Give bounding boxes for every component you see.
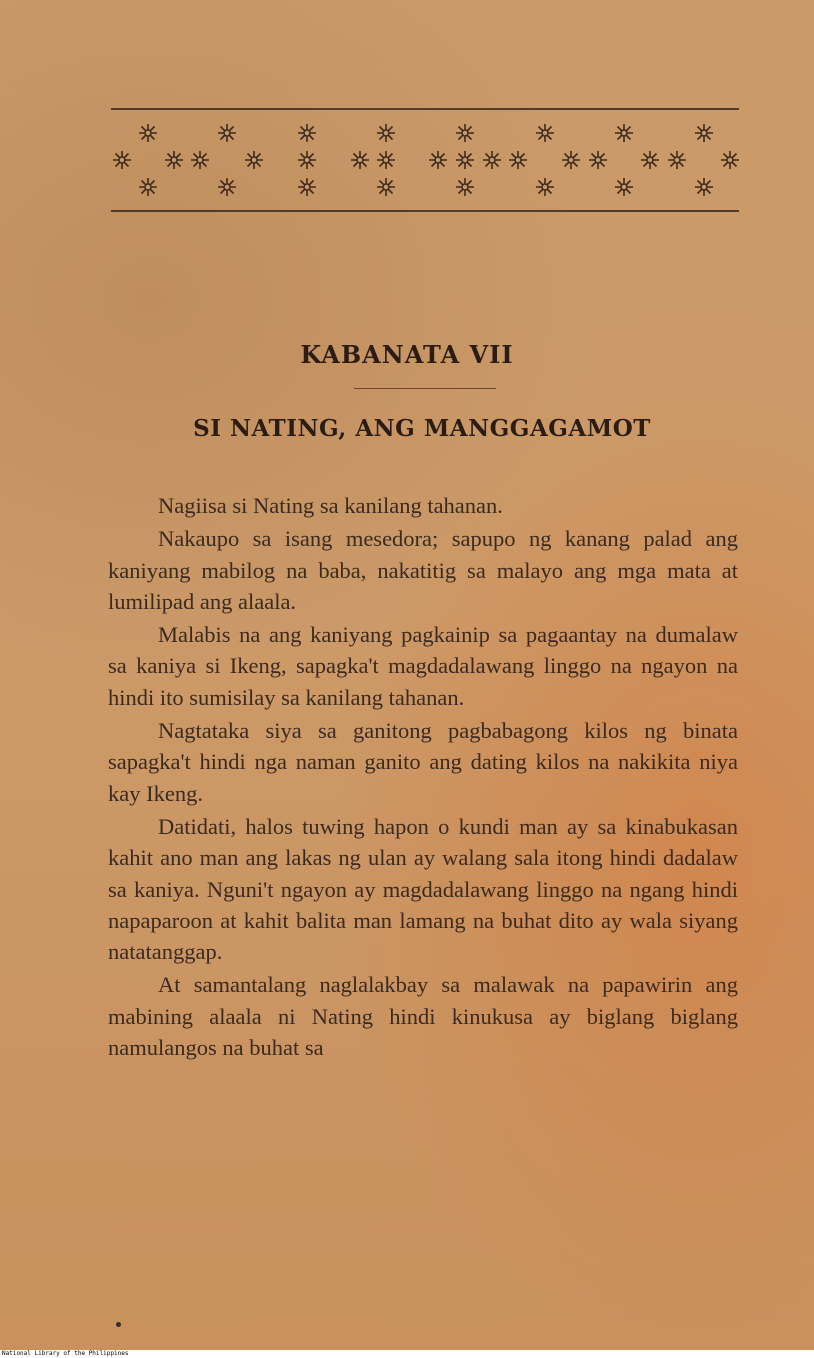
ink-speck [116,1322,121,1327]
paragraph: Nagtataka siya sa ganitong pagbabagong kilos ng binata sapagka't hindi nga naman ganito ang dating kilos na nakikita niya kay Ikeng. [108,718,738,806]
ornament-top-row [139,124,713,142]
paragraph: Nakaupo sa isang mesedora; sapupo ng kanang palad ang kaniyang mabilog na baba, nakatitig sa malayo ang mga mata at lumilipad ang alaala. [108,526,738,614]
paragraph: Malabis na ang kaniyang pagkainip sa pagaantay na dumalaw sa kaniya si Ikeng, sapagka't magdadalawang linggo na ngayon na hindi ito sumisilay sa kanilang tahanan. [108,622,738,710]
chapter-title: SI NATING, ANG MANGGAGAMOT [193,415,651,442]
paragraph: Nagiisa si Nating sa kanilang tahanan. [158,493,503,518]
ornament-bottom-rule [111,210,739,212]
chapter-body [108,490,738,1065]
ornament-bottom-row [139,178,713,196]
ornament-top-rule [111,108,739,110]
ornament-band [108,115,742,205]
ornament-middle-row [113,151,739,169]
chapter-divider [354,388,496,389]
library-credit: National Library of the Philippines [0,1350,814,1358]
chapter-heading: KABANATA VII [300,340,514,369]
paragraph: Datidati, halos tuwing hapon o kundi man ay sa kinabukasan kahit ano man ang lakas ng ulan ay walang sala itong hindi dadalaw sa kaniya. Nguni't ngayon ay magdadalawang linggo na ngang hindi napaparoon at kahit balita man lamang na buhat dito ay wala siyang natatanggap. [108,813,738,965]
paragraph: At samantalang naglalakbay sa malawak na papawirin ang mabining alaala ni Nating hindi kinukusa ay biglang biglang namulangos na buhat sa [108,972,738,1061]
